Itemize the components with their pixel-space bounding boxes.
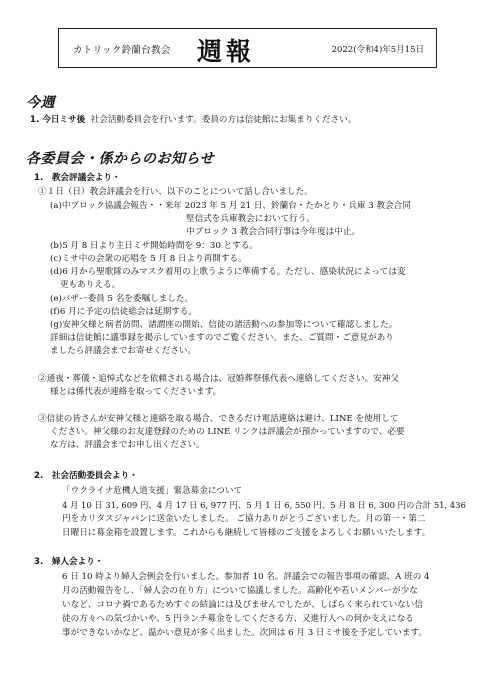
council-line: (d)6 月から聖歌隊のみマスク着用の上歌うように準備する。ただし、感染状況によっては変	[50, 267, 406, 277]
council-line: (c)ミサ中の会衆の応唱を 5 月 8 日より再開する。	[50, 254, 247, 264]
council-line: 堅信式を兵庫教会において行う。	[186, 214, 315, 224]
section-heading-announcements: 各委員会・係からのお知らせ	[26, 151, 215, 167]
womens-group-line: いなど、コロナ禍であるためすぐの結論には及びませんでしたが、しばらく来られていない信	[62, 600, 423, 610]
womens-group-line: 6 日 10 時より婦人会例会を行いました。参加者 10 名。評議会での報告事項の確認、A 班の 4	[62, 572, 430, 582]
social-action-line: 「ウクライナ危機人道支援」緊急募金について	[62, 486, 243, 496]
womens-group-section-title: 3. 婦人会より・	[34, 557, 104, 567]
this-week-item	[30, 114, 356, 126]
social-action-line: 4 月 10 日 31, 609 円、4 月 17 日 6, 977 円、5 月 1 日 6, 550 円、5 月 8 日 6, 300 円の合計 51, 436	[62, 500, 466, 510]
council-line: (f)6 月に予定の信徒総会は延期する。	[50, 307, 197, 317]
womens-group-line: 月の活動報告をし、「婦人会の在り方」について協議しました。高齢化や若いメンバーが少な	[62, 586, 418, 596]
council-line: (b)5 月 8 日より主日ミサ開始時間を 9：30 とする。	[50, 241, 258, 251]
section-heading-this-week: 今週	[26, 95, 55, 111]
council-section-title: 1. 教会評議会より・	[34, 173, 121, 183]
social-action-section-title: 2. 社会活動委員会より・	[34, 471, 138, 481]
council-line: (g)安神父様と病者訪問、諸謂座の開始、信徒の諸活動への参加等について確認しました。	[50, 320, 398, 330]
social-action-line: 日曜日に募金箱を設置します。これからも継続して皆様のご支援をよろしくお願いいたします。	[62, 528, 431, 538]
header-box	[58, 28, 437, 68]
council-line: (a)中ブロック協議会報告・・来年 2023 年 5 月 21 日、鈴蘭台・たかとり・兵庫 3 教会合同	[50, 201, 411, 211]
page-title: 週報	[197, 37, 256, 66]
council-line: ましたら評議会までお寄せください。	[50, 346, 197, 356]
issue-date: 2022(令和4)年5月15日	[331, 45, 424, 55]
church-name: カトリック鈴蘭台教会	[73, 45, 171, 56]
council-line: ③信徒の皆さんが安神父様と連絡を取る場合、できるだけ電話連絡は避け、LINE を使用して	[38, 414, 399, 424]
council-line: (e)バザー委員 5 名を委嘱しました。	[50, 294, 194, 304]
social-action-line: 円をカリタスジャパンに送金いたしました。 ご協力ありがとうございました。月の第一・第二	[62, 514, 426, 524]
womens-group-line: 徒の方々への気づかいや、5 円ランチ募金をしてくださる方、又進行人への何か支えになる	[62, 614, 414, 624]
council-line: ください。神父様のお友達登録のための LINE リンクは評議会が預かっていますので、必要	[50, 427, 405, 437]
council-line: な方は、評議会までお申し出ください。	[50, 440, 205, 450]
womens-group-line: 事ができないかなど、温かい意見が多く出ました。次回は 6 月 3 日ミサ後を予定しています。	[62, 628, 427, 638]
council-line: ②通夜・葬儀・追悼式などを依頼される場合は、冠婚葬祭係代表へ連絡してください。安神父	[38, 374, 399, 384]
this-week-item-label: 1. 今日ミサ後	[30, 115, 86, 125]
this-week-item-text: 社会活動委員会を行います。委員の方は信徒館にお集まりください。	[90, 115, 357, 125]
council-line: 様とは係代表が連絡を取ってくださいます。	[50, 387, 222, 397]
council-line: 中ブロック 3 教会合同行事は今年度は中止。	[186, 227, 361, 237]
council-line: 詳細は信徒館に議事録を掲示していますのでご覧ください。また、ご質問・ご意見があり	[50, 333, 394, 343]
council-line: 更もありえる。	[60, 280, 121, 290]
council-line: ①１日（日）教会評議会を行い、以下のことについて話し合いました。	[38, 187, 313, 197]
